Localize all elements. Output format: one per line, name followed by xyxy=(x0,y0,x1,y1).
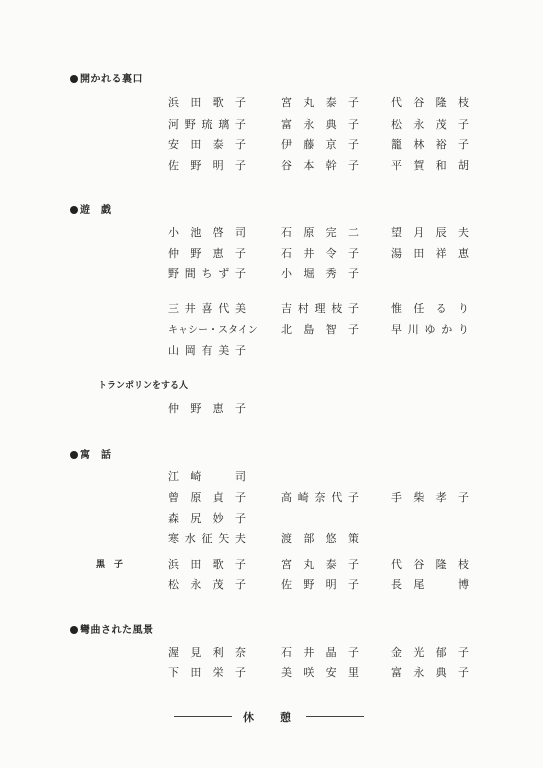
role-label: 黒 子 xyxy=(96,560,124,570)
cast-name: 高崎奈代子 xyxy=(281,491,359,504)
cast-name: 惟任るり xyxy=(391,302,469,315)
section-title-2: 遊 戯 xyxy=(70,201,112,216)
cast-name: 籠林裕子 xyxy=(391,138,469,151)
cast-name: 宮丸泰子 xyxy=(281,558,359,571)
bullet-icon xyxy=(70,626,78,634)
bullet-icon xyxy=(70,451,78,459)
cast-name: 曾原貞子 xyxy=(168,491,246,504)
cast-name: 山岡有美子 xyxy=(168,344,246,357)
cast-name: 伊藤京子 xyxy=(281,138,359,151)
cast-name: 渥見利奈 xyxy=(168,646,246,659)
cast-name: 野間ちず子 xyxy=(168,267,246,280)
cast-name: 富永典子 xyxy=(391,666,469,679)
bullet-icon xyxy=(70,206,78,214)
cast-name: 吉村理枝子 xyxy=(281,302,359,315)
cast-name: 松永茂子 xyxy=(168,578,246,591)
cast-name: 江崎 司 xyxy=(168,470,246,483)
cast-name: 平賀和胡 xyxy=(391,159,469,172)
cast-name: 石井令子 xyxy=(281,247,359,260)
cast-name: 小堀秀子 xyxy=(281,267,359,280)
bullet-icon xyxy=(70,75,78,83)
cast-name: 浜田歌子 xyxy=(168,96,246,109)
cast-name: 代谷隆枝 xyxy=(391,558,469,571)
cast-name: 石井晶子 xyxy=(281,646,359,659)
cast-name: 望月辰夫 xyxy=(391,226,469,239)
intermission-label: 休 憩 xyxy=(243,711,291,724)
cast-name: 浜田歌子 xyxy=(168,558,246,571)
cast-name: 森尻妙子 xyxy=(168,512,246,525)
cast-name: 金光郁子 xyxy=(391,646,469,659)
section-title-3: 寓 話 xyxy=(70,446,112,461)
cast-name: 長尾 博 xyxy=(391,578,469,591)
cast-name: 早川ゆかり xyxy=(391,323,469,336)
cast-name: 仲野恵子 xyxy=(168,247,246,260)
cast-name: キャシー・スタイン xyxy=(168,325,258,336)
cast-name: 谷本幹子 xyxy=(281,159,359,172)
section-title-4: 彎曲された風景 xyxy=(70,621,154,636)
footer-rule-right xyxy=(306,716,364,717)
cast-name: 下田栄子 xyxy=(168,666,246,679)
cast-name: 富永典子 xyxy=(281,118,359,131)
footer-rule-left xyxy=(174,716,232,717)
section-title-1: 開かれる裏口 xyxy=(70,70,143,85)
cast-name: 宮丸泰子 xyxy=(281,96,359,109)
cast-name: 美咲安里 xyxy=(281,666,359,679)
role-label: トランポリンをする人 xyxy=(98,381,189,391)
cast-name: 三井喜代美 xyxy=(168,302,246,315)
cast-name: 仲野恵子 xyxy=(168,402,246,415)
cast-name: 松永茂子 xyxy=(391,118,469,131)
cast-name: 手柴孝子 xyxy=(391,491,469,504)
cast-name: 代谷隆枝 xyxy=(391,96,469,109)
cast-name: 寒水征矢夫 xyxy=(168,532,246,545)
cast-name: 小池啓司 xyxy=(168,226,246,239)
cast-name: 佐野明子 xyxy=(168,159,246,172)
cast-name: 石原完二 xyxy=(281,226,359,239)
cast-name: 北島智子 xyxy=(281,323,359,336)
cast-name: 湯田祥恵 xyxy=(391,247,469,260)
cast-name: 佐野明子 xyxy=(281,578,359,591)
cast-name: 渡部悠策 xyxy=(281,532,359,545)
cast-name: 河野琉璃子 xyxy=(168,118,246,131)
cast-name: 安田泰子 xyxy=(168,138,246,151)
